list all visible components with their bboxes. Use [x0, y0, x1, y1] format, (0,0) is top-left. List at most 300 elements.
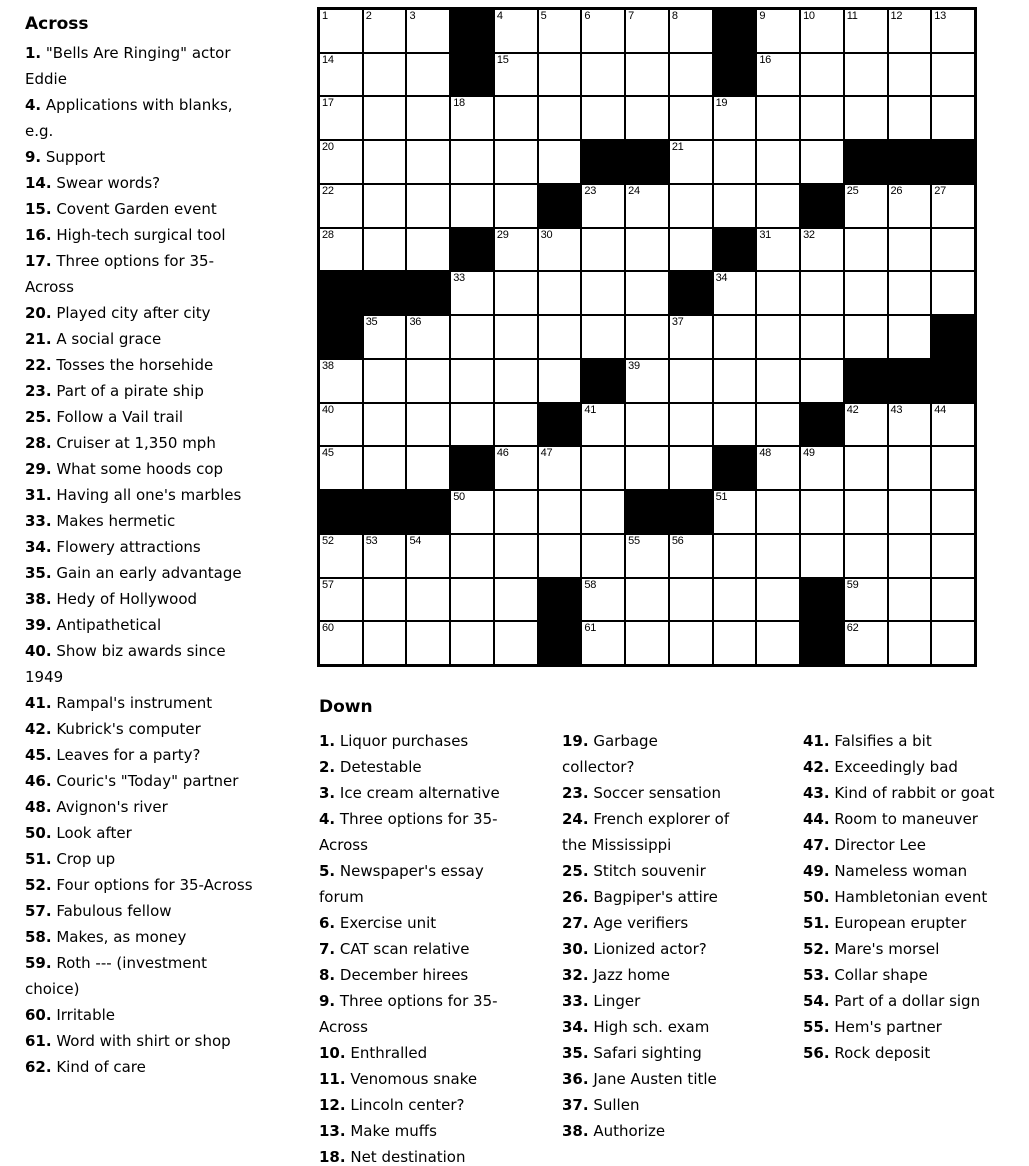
- cell-r2c14[interactable]: [889, 54, 931, 96]
- black-cell-r9c7: [582, 360, 624, 402]
- cell-number: 9: [759, 10, 766, 22]
- clue-across-57[interactable]: 57. Fabulous fellow: [25, 902, 172, 920]
- cell-number: 39: [628, 359, 640, 372]
- cell-r6c9[interactable]: [670, 229, 712, 271]
- cell-r11c6[interactable]: [539, 447, 581, 489]
- cell-r10c9[interactable]: [670, 404, 712, 446]
- cell-r14c14[interactable]: [889, 579, 931, 621]
- cell-r14c13[interactable]: [845, 579, 887, 621]
- cell-r2c5[interactable]: [495, 54, 537, 96]
- cell-number: 4: [496, 10, 503, 22]
- cell-r11c2[interactable]: [364, 447, 406, 489]
- cell-r2c12[interactable]: [801, 54, 843, 96]
- clue-across-62[interactable]: 62. Kind of care: [25, 1058, 146, 1076]
- cell-r2c6[interactable]: [539, 54, 581, 96]
- cell-r4c6[interactable]: [539, 141, 581, 183]
- cell-r12c5[interactable]: [495, 491, 537, 533]
- cell-r15c11[interactable]: [757, 622, 799, 664]
- clue-across-23[interactable]: 23. Part of a pirate ship: [25, 382, 204, 400]
- cell-r4c12[interactable]: [801, 141, 843, 183]
- clue-number: 50.: [803, 888, 830, 906]
- clue-down-4[interactable]: 4. Three options for 35-Across: [319, 810, 498, 854]
- cell-r6c6[interactable]: [539, 229, 581, 271]
- clue-number: 20.: [25, 304, 52, 322]
- cell-r13c9[interactable]: [670, 535, 712, 577]
- cell-r14c3[interactable]: [407, 579, 449, 621]
- cell-number: 49: [803, 447, 815, 460]
- cell-r3c9[interactable]: [670, 97, 712, 139]
- clue-across-15[interactable]: 15. Covent Garden event: [25, 200, 217, 218]
- clue-across-60[interactable]: 60. Irritable: [25, 1006, 115, 1024]
- cell-r11c9[interactable]: [670, 447, 712, 489]
- cell-r13c15[interactable]: [932, 535, 974, 577]
- cell-r12c10[interactable]: [714, 491, 756, 533]
- cell-r5c4[interactable]: [451, 185, 493, 227]
- cell-r1c8[interactable]: [626, 10, 668, 52]
- cell-r7c4[interactable]: [451, 272, 493, 314]
- cell-r10c5[interactable]: [495, 404, 537, 446]
- clue-down-56[interactable]: 56. Rock deposit: [803, 1044, 931, 1062]
- cell-r11c15[interactable]: [932, 447, 974, 489]
- cell-r13c3[interactable]: [407, 535, 449, 577]
- cell-r6c15[interactable]: [932, 229, 974, 271]
- cell-r3c7[interactable]: [582, 97, 624, 139]
- cell-r4c2[interactable]: [364, 141, 406, 183]
- cell-r2c13[interactable]: [845, 54, 887, 96]
- cell-r14c11[interactable]: [757, 579, 799, 621]
- cell-r3c1[interactable]: [320, 97, 362, 139]
- cell-r5c11[interactable]: [757, 185, 799, 227]
- clue-down-51[interactable]: 51. European erupter: [803, 914, 967, 932]
- cell-r8c7[interactable]: [582, 316, 624, 358]
- cell-r4c3[interactable]: [407, 141, 449, 183]
- cell-r6c3[interactable]: [407, 229, 449, 271]
- clue-down-49[interactable]: 49. Nameless woman: [803, 862, 968, 880]
- cell-r5c8[interactable]: [626, 185, 668, 227]
- cell-r15c4[interactable]: [451, 622, 493, 664]
- cell-r1c6[interactable]: [539, 10, 581, 52]
- cell-r4c4[interactable]: [451, 141, 493, 183]
- cell-r9c4[interactable]: [451, 360, 493, 402]
- cell-r10c4[interactable]: [451, 404, 493, 446]
- cell-r11c1[interactable]: [320, 447, 362, 489]
- cell-r2c3[interactable]: [407, 54, 449, 96]
- clue-across-31[interactable]: 31. Having all one's marbles: [25, 486, 242, 504]
- cell-r8c10[interactable]: [714, 316, 756, 358]
- cell-r15c15[interactable]: [932, 622, 974, 664]
- clue-down-30[interactable]: 30. Lionized actor?: [562, 940, 707, 958]
- cell-r7c5[interactable]: [495, 272, 537, 314]
- cell-r3c5[interactable]: [495, 97, 537, 139]
- cell-r5c15[interactable]: [932, 185, 974, 227]
- cell-r1c5[interactable]: [495, 10, 537, 52]
- cell-r5c7[interactable]: [582, 185, 624, 227]
- clue-down-9[interactable]: 9. Three options for 35-Across: [319, 992, 498, 1036]
- cell-r1c13[interactable]: [845, 10, 887, 52]
- clue-down-44[interactable]: 44. Room to maneuver: [803, 810, 978, 828]
- cell-r6c12[interactable]: [801, 229, 843, 271]
- clue-down-18[interactable]: 18. Net destination: [319, 1148, 466, 1166]
- black-cell-r9c15: [932, 360, 974, 402]
- clue-down-41[interactable]: 41. Falsifies a bit: [803, 732, 932, 750]
- cell-r13c11[interactable]: [757, 535, 799, 577]
- clue-down-25[interactable]: 25. Stitch souvenir: [562, 862, 706, 880]
- cell-r13c13[interactable]: [845, 535, 887, 577]
- cell-r7c15[interactable]: [932, 272, 974, 314]
- cell-r3c11[interactable]: [757, 97, 799, 139]
- black-cell-r14c6: [539, 579, 581, 621]
- clue-down-19[interactable]: 19. Garbage collector?: [562, 732, 658, 776]
- cell-r6c11[interactable]: [757, 229, 799, 271]
- cell-r1c3[interactable]: [407, 10, 449, 52]
- cell-r14c2[interactable]: [364, 579, 406, 621]
- cell-r6c13[interactable]: [845, 229, 887, 271]
- cell-r9c12[interactable]: [801, 360, 843, 402]
- cell-r13c12[interactable]: [801, 535, 843, 577]
- cell-r9c1[interactable]: [320, 360, 362, 402]
- clue-down-2[interactable]: 2. Detestable: [319, 758, 422, 776]
- cell-r2c2[interactable]: [364, 54, 406, 96]
- cell-r11c14[interactable]: [889, 447, 931, 489]
- cell-r8c14[interactable]: [889, 316, 931, 358]
- cell-r15c3[interactable]: [407, 622, 449, 664]
- cell-r8c12[interactable]: [801, 316, 843, 358]
- cell-r14c8[interactable]: [626, 579, 668, 621]
- cell-r7c13[interactable]: [845, 272, 887, 314]
- clue-across-9[interactable]: 9. Support: [25, 148, 106, 166]
- clue-across-46[interactable]: 46. Couric's "Today" partner: [25, 772, 239, 790]
- crossword-grid[interactable]: [317, 7, 977, 667]
- cell-r3c3[interactable]: [407, 97, 449, 139]
- clue-down-35[interactable]: 35. Safari sighting: [562, 1044, 702, 1062]
- cell-r12c4[interactable]: [451, 491, 493, 533]
- cell-r11c13[interactable]: [845, 447, 887, 489]
- cell-r7c11[interactable]: [757, 272, 799, 314]
- clue-down-10[interactable]: 10. Enthralled: [319, 1044, 428, 1062]
- cell-r3c6[interactable]: [539, 97, 581, 139]
- cell-r5c14[interactable]: [889, 185, 931, 227]
- black-cell-r4c14: [889, 141, 931, 183]
- clue-across-25[interactable]: 25. Follow a Vail trail: [25, 408, 184, 426]
- cell-r2c7[interactable]: [582, 54, 624, 96]
- cell-r12c11[interactable]: [757, 491, 799, 533]
- cell-r7c6[interactable]: [539, 272, 581, 314]
- clue-number: 46.: [25, 772, 52, 790]
- black-cell-r14c12: [801, 579, 843, 621]
- cell-r2c15[interactable]: [932, 54, 974, 96]
- cell-r4c5[interactable]: [495, 141, 537, 183]
- clue-across-35[interactable]: 35. Gain an early advantage: [25, 564, 242, 582]
- cell-r4c11[interactable]: [757, 141, 799, 183]
- cell-number: 53: [365, 534, 378, 547]
- black-cell-r5c12: [801, 185, 843, 227]
- cell-r8c8[interactable]: [626, 316, 668, 358]
- cell-r13c5[interactable]: [495, 535, 537, 577]
- clue-across-16[interactable]: 16. High-tech surgical tool: [25, 226, 226, 244]
- cell-r9c6[interactable]: [539, 360, 581, 402]
- cell-r3c2[interactable]: [364, 97, 406, 139]
- cell-r7c12[interactable]: [801, 272, 843, 314]
- cell-r6c14[interactable]: [889, 229, 931, 271]
- cell-r9c10[interactable]: [714, 360, 756, 402]
- cell-r5c5[interactable]: [495, 185, 537, 227]
- clue-across-20[interactable]: 20. Played city after city: [25, 304, 211, 322]
- clue-across-61[interactable]: 61. Word with shirt or shop: [25, 1032, 231, 1050]
- clue-across-34[interactable]: 34. Flowery attractions: [25, 538, 201, 556]
- cell-r12c6[interactable]: [539, 491, 581, 533]
- clue-number: 6.: [319, 914, 336, 932]
- clue-across-29[interactable]: 29. What some hoods cop: [25, 460, 224, 478]
- cell-r8c5[interactable]: [495, 316, 537, 358]
- clue-down-36[interactable]: 36. Jane Austen title: [562, 1070, 717, 1088]
- cell-r10c3[interactable]: [407, 404, 449, 446]
- clue-down-42[interactable]: 42. Exceedingly bad: [803, 758, 958, 776]
- clue-across-40[interactable]: 40. Show biz awards since 1949: [25, 642, 226, 686]
- clue-down-37[interactable]: 37. Sullen: [562, 1096, 640, 1114]
- cell-r10c14[interactable]: [889, 404, 931, 446]
- clue-across-39[interactable]: 39. Antipathetical: [25, 616, 162, 634]
- clue-across-38[interactable]: 38. Hedy of Hollywood: [25, 590, 198, 608]
- cell-r11c11[interactable]: [757, 447, 799, 489]
- clue-down-38[interactable]: 38. Authorize: [562, 1122, 666, 1140]
- cell-r6c5[interactable]: [495, 229, 537, 271]
- clue-across-51[interactable]: 51. Crop up: [25, 850, 116, 868]
- cell-r14c15[interactable]: [932, 579, 974, 621]
- cell-r9c11[interactable]: [757, 360, 799, 402]
- cell-r13c8[interactable]: [626, 535, 668, 577]
- clue-down-7[interactable]: 7. CAT scan relative: [319, 940, 470, 958]
- cell-r3c8[interactable]: [626, 97, 668, 139]
- cell-r1c12[interactable]: [801, 10, 843, 52]
- clue-down-34[interactable]: 34. High sch. exam: [562, 1018, 710, 1036]
- cell-r12c15[interactable]: [932, 491, 974, 533]
- clue-down-32[interactable]: 32. Jazz home: [562, 966, 671, 984]
- cell-r15c9[interactable]: [670, 622, 712, 664]
- cell-r3c14[interactable]: [889, 97, 931, 139]
- cell-r15c7[interactable]: [582, 622, 624, 664]
- cell-r13c10[interactable]: [714, 535, 756, 577]
- clue-across-17[interactable]: 17. Three options for 35-Across: [25, 252, 214, 296]
- cell-r14c4[interactable]: [451, 579, 493, 621]
- clue-down-6[interactable]: 6. Exercise unit: [319, 914, 437, 932]
- clue-down-43[interactable]: 43. Kind of rabbit or goat: [803, 784, 995, 802]
- clue-down-26[interactable]: 26. Bagpiper's attire: [562, 888, 718, 906]
- clue-number: 60.: [25, 1006, 52, 1024]
- cell-r13c7[interactable]: [582, 535, 624, 577]
- black-cell-r12c8: [626, 491, 668, 533]
- cell-r9c2[interactable]: [364, 360, 406, 402]
- clue-down-53[interactable]: 53. Collar shape: [803, 966, 928, 984]
- cell-r1c11[interactable]: [757, 10, 799, 52]
- cell-r2c1[interactable]: [320, 54, 362, 96]
- cell-r3c13[interactable]: [845, 97, 887, 139]
- cell-r3c12[interactable]: [801, 97, 843, 139]
- cell-r2c9[interactable]: [670, 54, 712, 96]
- clue-down-5[interactable]: 5. Newspaper's essay forum: [319, 862, 484, 906]
- cell-r10c10[interactable]: [714, 404, 756, 446]
- clue-down-23[interactable]: 23. Soccer sensation: [562, 784, 721, 802]
- cell-r8c11[interactable]: [757, 316, 799, 358]
- cell-r10c8[interactable]: [626, 404, 668, 446]
- cell-r3c10[interactable]: [714, 97, 756, 139]
- clue-down-33[interactable]: 33. Linger: [562, 992, 641, 1010]
- cell-r13c14[interactable]: [889, 535, 931, 577]
- clue-across-42[interactable]: 42. Kubrick's computer: [25, 720, 201, 738]
- cell-r8c6[interactable]: [539, 316, 581, 358]
- black-cell-r9c13: [845, 360, 887, 402]
- cell-number: 27: [934, 184, 946, 197]
- cell-r8c13[interactable]: [845, 316, 887, 358]
- cell-r15c1[interactable]: [320, 622, 362, 664]
- cell-r8c2[interactable]: [364, 316, 406, 358]
- down-clue-list-column-1: [319, 728, 515, 1166]
- cell-r12c14[interactable]: [889, 491, 931, 533]
- cell-r1c14[interactable]: [889, 10, 931, 52]
- cell-r13c6[interactable]: [539, 535, 581, 577]
- clue-down-8[interactable]: 8. December hirees: [319, 966, 469, 984]
- cell-r5c3[interactable]: [407, 185, 449, 227]
- black-cell-r7c2: [364, 272, 406, 314]
- cell-r7c8[interactable]: [626, 272, 668, 314]
- clue-down-47[interactable]: 47. Director Lee: [803, 836, 926, 854]
- clue-down-1[interactable]: 1. Liquor purchases: [319, 732, 469, 750]
- clue-across-41[interactable]: 41. Rampal's instrument: [25, 694, 213, 712]
- clue-across-22[interactable]: 22. Tosses the horsehide: [25, 356, 214, 374]
- cell-r14c5[interactable]: [495, 579, 537, 621]
- clue-across-58[interactable]: 58. Makes, as money: [25, 928, 187, 946]
- clue-down-24[interactable]: 24. French explorer of the Mississippi: [562, 810, 730, 854]
- cell-r12c12[interactable]: [801, 491, 843, 533]
- clue-number: 16.: [25, 226, 52, 244]
- cell-number: 1: [322, 10, 328, 22]
- cell-r11c8[interactable]: [626, 447, 668, 489]
- cell-r15c13[interactable]: [845, 622, 887, 664]
- cell-number: 17: [322, 97, 334, 110]
- cell-number: 22: [322, 184, 334, 197]
- cell-r6c2[interactable]: [364, 229, 406, 271]
- cell-r11c5[interactable]: [495, 447, 537, 489]
- cell-r1c1[interactable]: [320, 10, 362, 52]
- clue-down-50[interactable]: 50. Hambletonian event: [803, 888, 988, 906]
- cell-r10c1[interactable]: [320, 404, 362, 446]
- clue-down-3[interactable]: 3. Ice cream alternative: [319, 784, 500, 802]
- clue-down-27[interactable]: 27. Age verifiers: [562, 914, 689, 932]
- cell-r11c12[interactable]: [801, 447, 843, 489]
- cell-r15c5[interactable]: [495, 622, 537, 664]
- cell-r9c5[interactable]: [495, 360, 537, 402]
- cell-r10c2[interactable]: [364, 404, 406, 446]
- clue-across-21[interactable]: 21. A social grace: [25, 330, 162, 348]
- clue-down-52[interactable]: 52. Mare's morsel: [803, 940, 940, 958]
- cell-r9c9[interactable]: [670, 360, 712, 402]
- cell-r4c10[interactable]: [714, 141, 756, 183]
- cell-r15c10[interactable]: [714, 622, 756, 664]
- cell-r1c7[interactable]: [582, 10, 624, 52]
- cell-r10c7[interactable]: [582, 404, 624, 446]
- cell-r7c14[interactable]: [889, 272, 931, 314]
- black-cell-r10c6: [539, 404, 581, 446]
- clue-number: 44.: [803, 810, 830, 828]
- cell-r5c1[interactable]: [320, 185, 362, 227]
- clue-across-45[interactable]: 45. Leaves for a party?: [25, 746, 201, 764]
- clue-down-12[interactable]: 12. Lincoln center?: [319, 1096, 465, 1114]
- clue-across-4[interactable]: 4. Applications with blanks, e.g.: [25, 96, 233, 140]
- cell-r15c8[interactable]: [626, 622, 668, 664]
- black-cell-r8c15: [932, 316, 974, 358]
- cell-r6c8[interactable]: [626, 229, 668, 271]
- clue-across-33[interactable]: 33. Makes hermetic: [25, 512, 176, 530]
- cell-number: 8: [671, 10, 678, 22]
- cell-r10c15[interactable]: [932, 404, 974, 446]
- cell-r14c1[interactable]: [320, 579, 362, 621]
- cell-r14c10[interactable]: [714, 579, 756, 621]
- clue-across-48[interactable]: 48. Avignon's river: [25, 798, 168, 816]
- cell-r13c1[interactable]: [320, 535, 362, 577]
- cell-r4c1[interactable]: [320, 141, 362, 183]
- cell-r2c8[interactable]: [626, 54, 668, 96]
- cell-r11c7[interactable]: [582, 447, 624, 489]
- cell-r5c13[interactable]: [845, 185, 887, 227]
- cell-r9c8[interactable]: [626, 360, 668, 402]
- cell-r6c1[interactable]: [320, 229, 362, 271]
- clue-number: 54.: [803, 992, 830, 1010]
- clue-across-28[interactable]: 28. Cruiser at 1,350 mph: [25, 434, 216, 452]
- cell-r5c9[interactable]: [670, 185, 712, 227]
- cell-r13c4[interactable]: [451, 535, 493, 577]
- black-cell-r15c12: [801, 622, 843, 664]
- cell-number: 12: [890, 10, 903, 22]
- cell-r3c15[interactable]: [932, 97, 974, 139]
- cell-r10c11[interactable]: [757, 404, 799, 446]
- cell-r7c10[interactable]: [714, 272, 756, 314]
- cell-r6c7[interactable]: [582, 229, 624, 271]
- clue-down-11[interactable]: 11. Venomous snake: [319, 1070, 478, 1088]
- clue-across-59[interactable]: 59. Roth --- (investment choice): [25, 954, 207, 998]
- cell-r10c13[interactable]: [845, 404, 887, 446]
- cell-r11c3[interactable]: [407, 447, 449, 489]
- cell-r7c7[interactable]: [582, 272, 624, 314]
- cell-r1c15[interactable]: [932, 10, 974, 52]
- cell-r15c2[interactable]: [364, 622, 406, 664]
- cell-r2c11[interactable]: [757, 54, 799, 96]
- clue-down-54[interactable]: 54. Part of a dollar sign: [803, 992, 981, 1010]
- clue-down-55[interactable]: 55. Hem's partner: [803, 1018, 942, 1036]
- cell-r8c4[interactable]: [451, 316, 493, 358]
- cell-r3c4[interactable]: [451, 97, 493, 139]
- black-cell-r15c6: [539, 622, 581, 664]
- cell-r1c2[interactable]: [364, 10, 406, 52]
- cell-r14c7[interactable]: [582, 579, 624, 621]
- cell-r8c3[interactable]: [407, 316, 449, 358]
- clue-across-1[interactable]: 1. "Bells Are Ringing" actor Eddie: [25, 44, 231, 88]
- clue-across-14[interactable]: 14. Swear words?: [25, 174, 161, 192]
- clue-across-50[interactable]: 50. Look after: [25, 824, 132, 842]
- clue-across-52[interactable]: 52. Four options for 35-Across: [25, 876, 253, 894]
- cell-r13c2[interactable]: [364, 535, 406, 577]
- clue-number: 22.: [25, 356, 52, 374]
- cell-r1c9[interactable]: [670, 10, 712, 52]
- cell-r14c9[interactable]: [670, 579, 712, 621]
- cell-r8c9[interactable]: [670, 316, 712, 358]
- cell-r5c10[interactable]: [714, 185, 756, 227]
- cell-r9c3[interactable]: [407, 360, 449, 402]
- cell-r4c9[interactable]: [670, 141, 712, 183]
- cell-r12c7[interactable]: [582, 491, 624, 533]
- cell-r12c13[interactable]: [845, 491, 887, 533]
- cell-r5c2[interactable]: [364, 185, 406, 227]
- clue-down-13[interactable]: 13. Make muffs: [319, 1122, 437, 1140]
- cell-r15c14[interactable]: [889, 622, 931, 664]
